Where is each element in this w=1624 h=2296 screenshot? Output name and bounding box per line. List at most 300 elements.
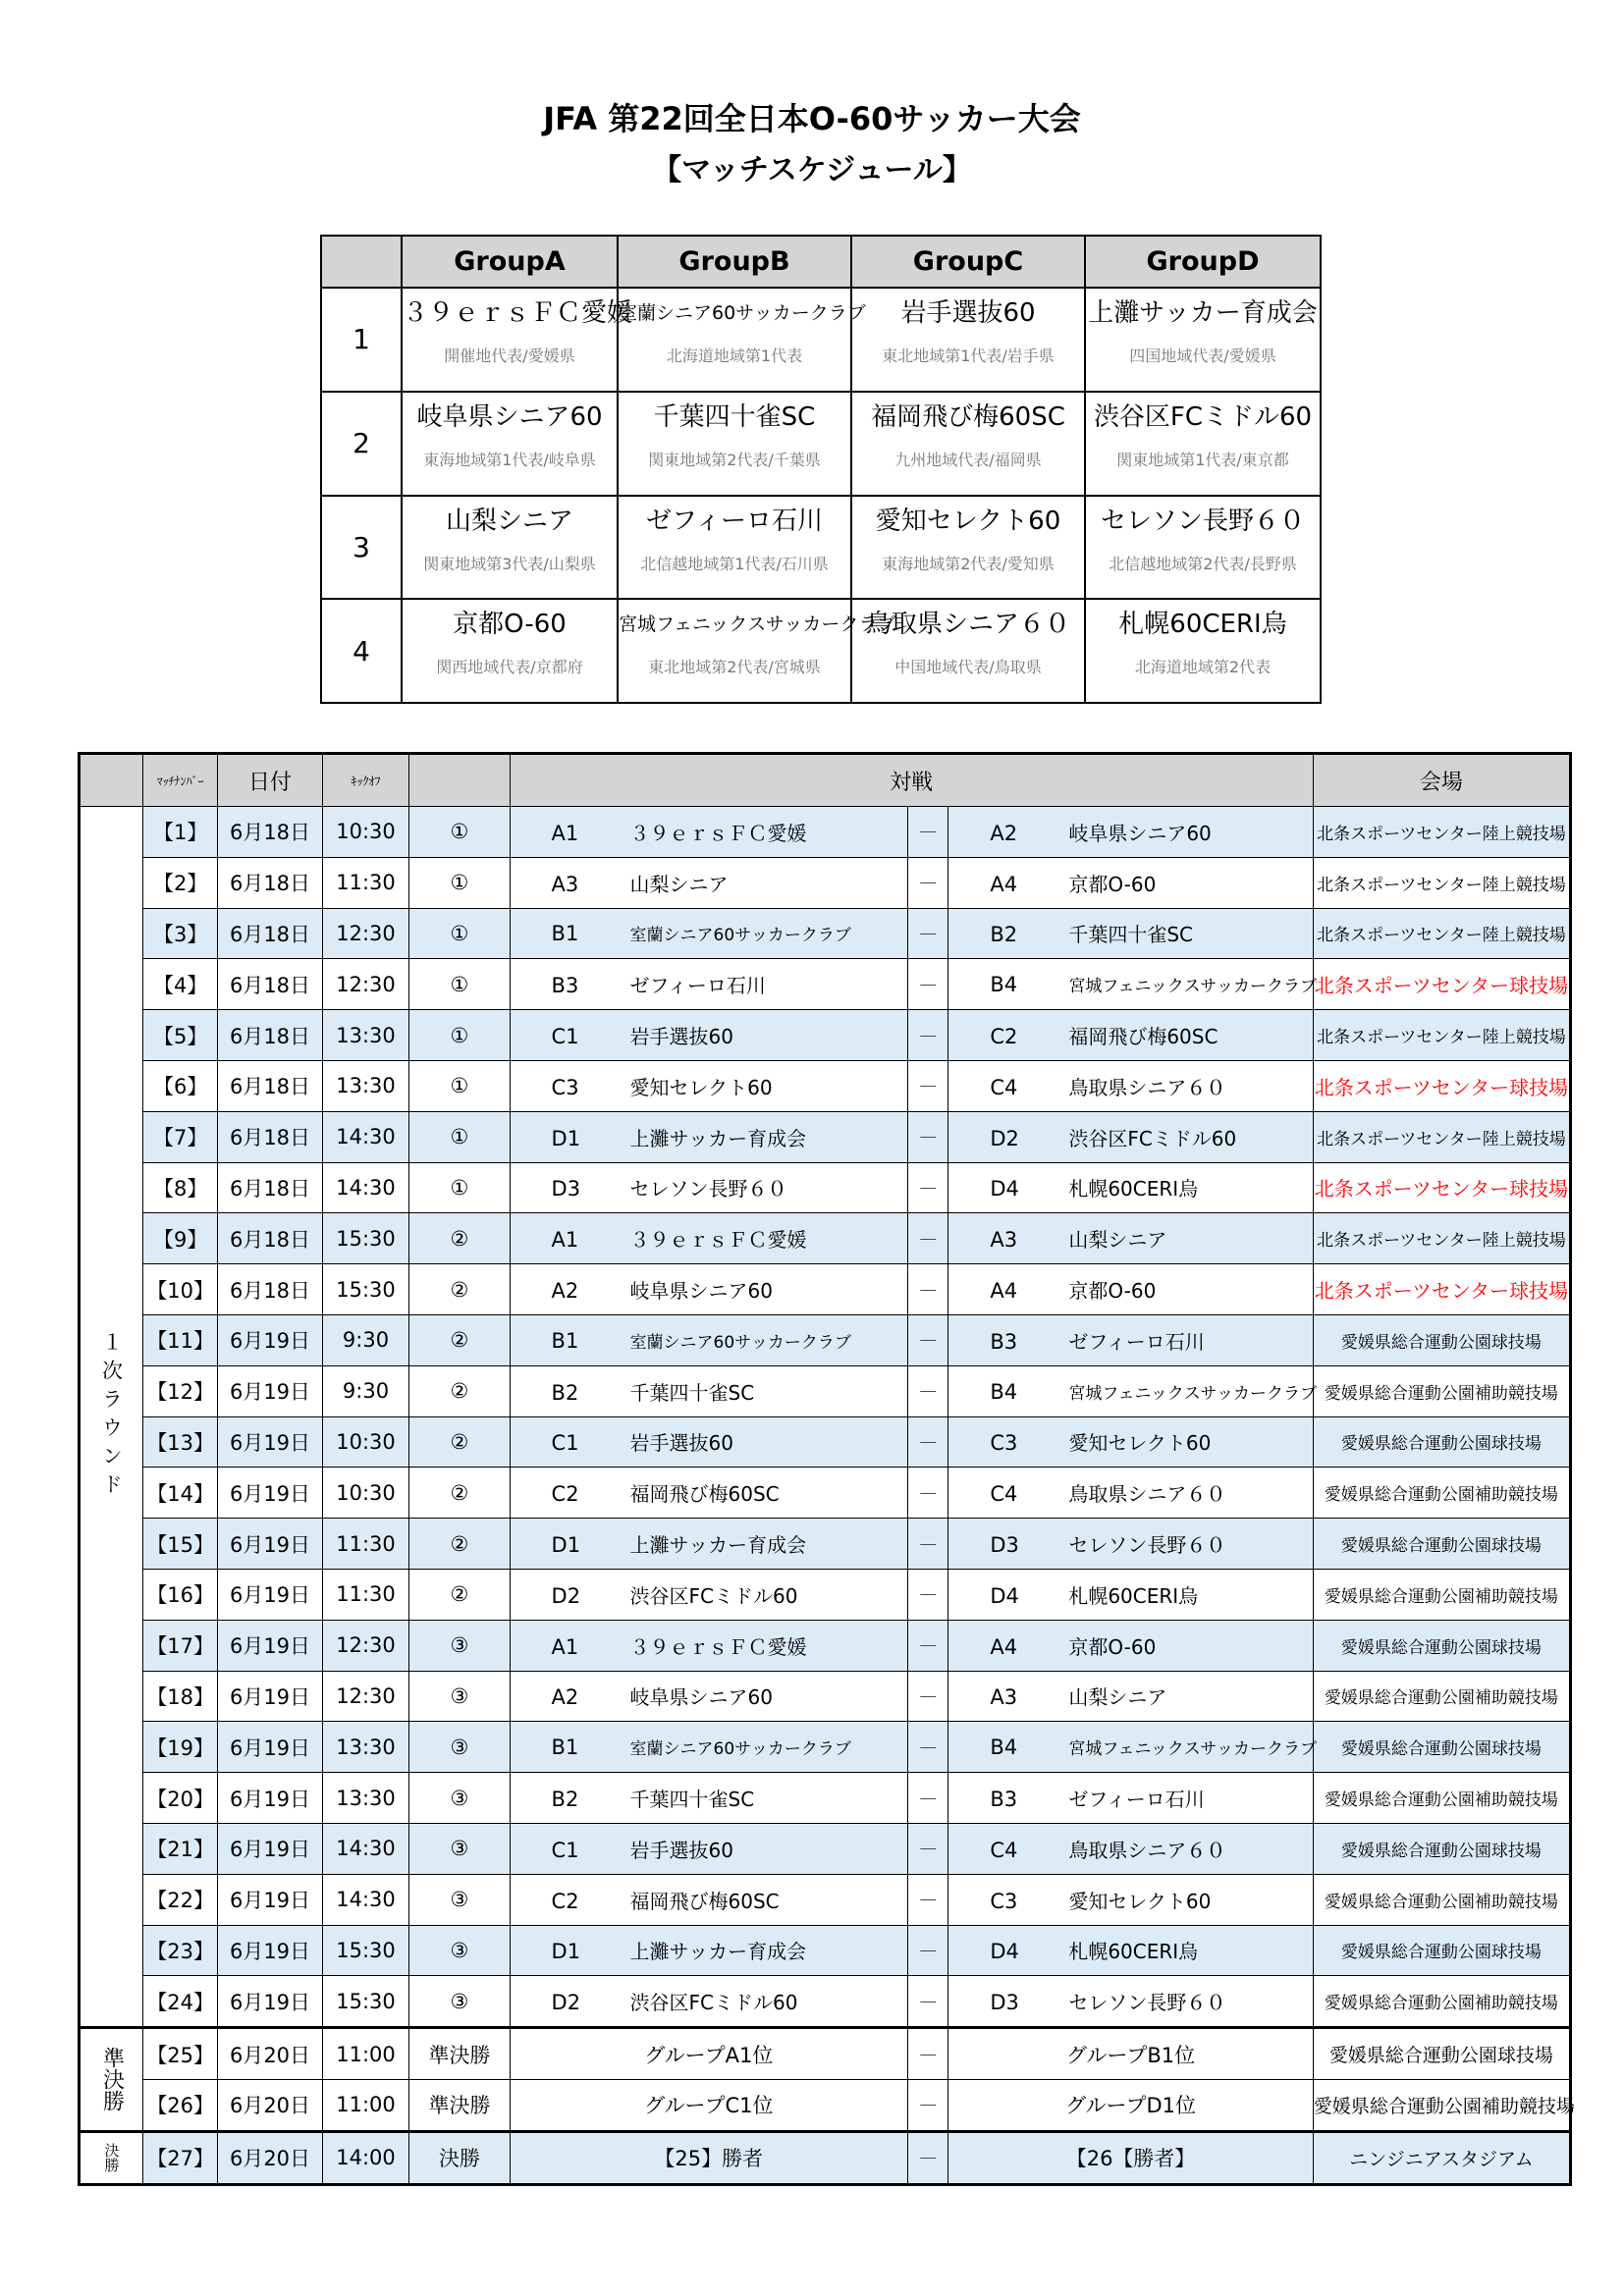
away-team-code: C4 xyxy=(990,1075,1018,1099)
away-team-code: A4 xyxy=(990,1634,1018,1659)
away-team-name: 宮城フェニックスサッカークラブ xyxy=(1068,1739,1317,1760)
home-team-cell xyxy=(510,1314,908,1365)
final-label: 決勝 xyxy=(80,2131,143,2184)
group-row xyxy=(321,496,1321,600)
versus-dash: － xyxy=(908,807,948,858)
match-venue: 北条スポーツセンター球技場 xyxy=(1313,1060,1570,1111)
away-team-code: B4 xyxy=(990,973,1018,997)
team-name: 千葉四十雀SC xyxy=(653,401,816,432)
team-name: 愛知セレクト60 xyxy=(875,506,1061,536)
team-region: 東北地域第1代表/岩手県 xyxy=(882,347,1055,365)
group-team-cell xyxy=(402,392,618,496)
home-team-name: セレソン長野６０ xyxy=(629,1177,787,1201)
team-region: 九州地域代表/福岡県 xyxy=(894,450,1042,469)
match-venue: 愛媛県総合運動公園補助競技場 xyxy=(1313,1365,1570,1416)
home-team-code: D2 xyxy=(551,1583,581,1608)
team-region: 東海地域第2代表/愛知県 xyxy=(882,554,1055,573)
match-kickoff: 11:30 xyxy=(322,1519,409,1570)
home-team-name: 千葉四十雀SC xyxy=(629,1788,755,1812)
match-date: 6月19日 xyxy=(218,1314,322,1365)
match-row xyxy=(80,959,1571,1010)
match-venue: 愛媛県総合運動公園球技場 xyxy=(1313,1925,1570,1976)
match-venue: 北条スポーツセンター球技場 xyxy=(1313,1264,1570,1315)
match-number: 【14】 xyxy=(143,1468,218,1519)
match-venue: ニンジニアスタジアム xyxy=(1313,2131,1570,2184)
home-team-name: 【25】勝者 xyxy=(510,2131,908,2184)
home-team-name: 岩手選抜60 xyxy=(629,1431,733,1456)
match-date: 6月19日 xyxy=(218,1519,322,1570)
team-name: 京都O-60 xyxy=(453,610,567,640)
versus-dash: － xyxy=(908,1416,948,1468)
away-team-name: 宮城フェニックスサッカークラブ xyxy=(1068,1383,1317,1404)
match-number: 【4】 xyxy=(143,959,218,1010)
home-team-cell xyxy=(510,1162,908,1213)
away-team-code: D2 xyxy=(990,1126,1019,1150)
away-team-cell xyxy=(948,1162,1314,1213)
match-number: 【5】 xyxy=(143,1010,218,1061)
match-slot: ② xyxy=(409,1213,510,1264)
away-team-name: 京都O-60 xyxy=(1068,1279,1157,1304)
home-team-code: B3 xyxy=(551,974,579,998)
match-slot: ① xyxy=(409,908,510,959)
team-region: 北海道地域第2代表 xyxy=(1134,658,1272,677)
away-team-cell xyxy=(948,1722,1317,1773)
match-slot: ③ xyxy=(409,1874,510,1925)
away-team-code: D4 xyxy=(990,1583,1019,1608)
away-team-cell xyxy=(948,1060,1314,1111)
match-date: 6月19日 xyxy=(218,1416,322,1468)
date-header: 日付 xyxy=(218,754,322,807)
group-team-cell xyxy=(618,392,851,496)
team-name: 鳥取県シニア６０ xyxy=(865,610,1070,640)
home-team-name: 上灘サッカー育成会 xyxy=(629,1533,807,1558)
home-team-cell xyxy=(510,1416,908,1468)
versus-dash: － xyxy=(908,1111,948,1162)
away-team-code: A3 xyxy=(990,1685,1018,1710)
group-table xyxy=(320,235,1322,704)
home-team-code: C2 xyxy=(551,1889,579,1913)
away-team-cell xyxy=(948,1314,1314,1365)
group-team-cell xyxy=(618,288,866,392)
away-team-name: グループB1位 xyxy=(948,2028,1314,2080)
home-team-name: 岩手選抜60 xyxy=(629,1025,733,1049)
versus-dash: － xyxy=(908,1620,948,1671)
away-team-name: ゼフィーロ石川 xyxy=(1068,1329,1205,1354)
versus-dash: － xyxy=(908,1722,948,1773)
versus-dash: － xyxy=(908,1773,948,1824)
match-row xyxy=(80,1060,1571,1111)
round-header xyxy=(80,754,143,807)
home-team-name: 愛知セレクト60 xyxy=(629,1075,773,1099)
semifinal-row xyxy=(80,2079,1571,2131)
match-row xyxy=(80,1671,1571,1722)
away-team-name: 札幌60CERI烏 xyxy=(1068,1177,1199,1201)
home-team-code: B1 xyxy=(551,1735,579,1760)
versus-dash: － xyxy=(908,1976,948,2028)
match-row xyxy=(80,1569,1571,1620)
home-team-cell xyxy=(510,857,908,908)
home-team-code: A3 xyxy=(551,872,579,896)
match-date: 6月19日 xyxy=(218,1874,322,1925)
match-slot: ① xyxy=(409,1060,510,1111)
away-team-code: C3 xyxy=(990,1431,1018,1456)
home-team-cell xyxy=(510,1111,908,1162)
match-number: 【22】 xyxy=(143,1874,218,1925)
home-team-name: グループA1位 xyxy=(510,2028,908,2080)
semifinal-row xyxy=(80,2028,1571,2080)
match-kickoff: 10:30 xyxy=(322,1468,409,1519)
away-team-name: 山梨シニア xyxy=(1068,1228,1167,1253)
match-row xyxy=(80,1162,1571,1213)
match-venue: 愛媛県総合運動公園補助競技場 xyxy=(1313,1671,1570,1722)
home-team-cell xyxy=(510,1569,908,1620)
home-team-cell xyxy=(510,1010,908,1061)
away-team-code: C4 xyxy=(990,1838,1018,1862)
match-number: 【11】 xyxy=(143,1314,218,1365)
away-team-name: セレソン長野６０ xyxy=(1068,1991,1226,2015)
match-kickoff: 13:30 xyxy=(322,1722,409,1773)
match-date: 6月19日 xyxy=(218,1671,322,1722)
match-venue: 北条スポーツセンター陸上競技場 xyxy=(1313,857,1570,908)
team-region: 北海道地域第1代表 xyxy=(666,347,803,365)
home-team-cell xyxy=(510,1976,908,2028)
match-slot: ③ xyxy=(409,1773,510,1824)
round-label: １次ラウンド xyxy=(80,807,143,2028)
schedule-table xyxy=(78,752,1575,2186)
away-team-cell xyxy=(948,1010,1314,1061)
match-number: 【7】 xyxy=(143,1111,218,1162)
semifinal-label: 準決勝 xyxy=(80,2028,143,2132)
match-number: 【24】 xyxy=(143,1976,218,2028)
match-row xyxy=(80,1365,1571,1416)
versus-dash: － xyxy=(908,1874,948,1925)
team-name: 岐阜県シニア60 xyxy=(416,401,603,432)
match-venue: 愛媛県総合運動公園補助競技場 xyxy=(1313,1468,1570,1519)
match-kickoff: 11:30 xyxy=(322,857,409,908)
group-team-cell xyxy=(1085,392,1321,496)
away-team-name: 宮城フェニックスサッカークラブ xyxy=(1068,977,1317,997)
team-region: 東海地域第1代表/岐阜県 xyxy=(423,450,596,469)
home-team-name: グループC1位 xyxy=(510,2079,908,2131)
away-team-name: 千葉四十雀SC xyxy=(1068,923,1193,947)
group-team-cell xyxy=(618,496,851,600)
home-team-code: D1 xyxy=(551,1940,581,1964)
versus-dash: － xyxy=(908,908,948,959)
match-venue: 北条スポーツセンター陸上競技場 xyxy=(1313,908,1570,959)
match-kickoff: 15:30 xyxy=(322,1976,409,2028)
away-team-cell xyxy=(948,1874,1314,1925)
match-header: 対戦 xyxy=(510,754,1313,807)
home-team-cell xyxy=(510,1874,908,1925)
away-team-name: 鳥取県シニア６０ xyxy=(1068,1482,1226,1507)
away-team-name: 札幌60CERI烏 xyxy=(1068,1940,1199,1964)
away-team-cell xyxy=(948,1468,1314,1519)
match-number: 【2】 xyxy=(143,857,218,908)
match-number: 【18】 xyxy=(143,1671,218,1722)
away-team-code: A4 xyxy=(990,1279,1018,1304)
away-team-cell xyxy=(948,1569,1314,1620)
away-team-name: 京都O-60 xyxy=(1068,1634,1157,1659)
away-team-cell xyxy=(948,959,1317,1010)
away-team-cell xyxy=(948,1365,1317,1416)
versus-dash: － xyxy=(908,1569,948,1620)
away-team-name: 鳥取県シニア６０ xyxy=(1068,1075,1226,1099)
home-team-code: A1 xyxy=(551,821,579,845)
team-region: 関西地域代表/京都府 xyxy=(436,658,583,677)
match-date: 6月20日 xyxy=(218,2028,322,2080)
group-team-cell xyxy=(1085,599,1321,703)
match-venue: 愛媛県総合運動公園球技場 xyxy=(1313,1620,1570,1671)
home-team-name: 渋谷区FCミドル60 xyxy=(629,1583,798,1608)
match-venue: 愛媛県総合運動公園球技場 xyxy=(1313,1519,1570,1570)
team-name: 室蘭シニア60サッカークラブ xyxy=(619,302,866,324)
match-slot: ② xyxy=(409,1264,510,1315)
away-team-name: 渋谷区FCミドル60 xyxy=(1068,1126,1237,1150)
versus-dash: － xyxy=(908,1213,948,1264)
page-title: JFA 第22回全日本O-60サッカー大会 xyxy=(543,100,1081,137)
match-number: 【15】 xyxy=(143,1519,218,1570)
away-team-name: 山梨シニア xyxy=(1068,1685,1167,1710)
match-row xyxy=(80,1823,1571,1874)
match-slot: ① xyxy=(409,1111,510,1162)
versus-dash: － xyxy=(908,1162,948,1213)
team-region: 中国地域代表/鳥取県 xyxy=(894,658,1042,677)
away-team-code: A4 xyxy=(990,872,1018,896)
match-number: 【26】 xyxy=(143,2079,218,2131)
match-date: 6月19日 xyxy=(218,1976,322,2028)
versus-dash: － xyxy=(908,1671,948,1722)
team-name: 渋谷区FCミドル60 xyxy=(1093,401,1313,432)
away-team-code: C4 xyxy=(990,1482,1018,1507)
match-number-header: ﾏｯﾁﾅﾝﾊﾞｰ xyxy=(143,754,218,807)
match-row xyxy=(80,1264,1571,1315)
home-team-name: 千葉四十雀SC xyxy=(629,1380,755,1405)
away-team-code: D3 xyxy=(990,1991,1019,2015)
match-number: 【9】 xyxy=(143,1213,218,1264)
match-row xyxy=(80,807,1571,858)
away-team-code: B2 xyxy=(990,923,1018,947)
match-kickoff: 12:30 xyxy=(322,959,409,1010)
match-slot: ① xyxy=(409,959,510,1010)
match-kickoff: 10:30 xyxy=(322,807,409,858)
group-row-number: 1 xyxy=(321,288,402,392)
away-team-cell xyxy=(948,1773,1314,1824)
versus-dash: － xyxy=(908,857,948,908)
match-date: 6月18日 xyxy=(218,1111,322,1162)
away-team-cell xyxy=(948,1519,1314,1570)
match-slot: ② xyxy=(409,1569,510,1620)
match-kickoff: 14:00 xyxy=(322,2131,409,2184)
match-date: 6月19日 xyxy=(218,1365,322,1416)
home-team-cell xyxy=(510,1773,908,1824)
home-team-cell xyxy=(510,1823,908,1874)
match-date: 6月19日 xyxy=(218,1925,322,1976)
match-row xyxy=(80,1416,1571,1468)
team-name: ３９ｅｒｓＦＣ愛媛 xyxy=(403,298,633,328)
group-team-cell xyxy=(851,599,1085,703)
match-kickoff: 11:30 xyxy=(322,1569,409,1620)
match-stage: 準決勝 xyxy=(409,2079,510,2131)
match-venue: 北条スポーツセンター球技場 xyxy=(1313,959,1570,1010)
away-team-name: 福岡飛び梅60SC xyxy=(1068,1025,1218,1049)
match-number: 【27】 xyxy=(143,2131,218,2184)
home-team-code: B1 xyxy=(551,1328,579,1353)
match-number: 【20】 xyxy=(143,1773,218,1824)
match-kickoff: 11:00 xyxy=(322,2079,409,2131)
match-slot: ① xyxy=(409,1010,510,1061)
match-number: 【21】 xyxy=(143,1823,218,1874)
match-date: 6月18日 xyxy=(218,1010,322,1061)
match-row xyxy=(80,1773,1571,1824)
away-team-name: ゼフィーロ石川 xyxy=(1068,1788,1205,1812)
match-number: 【13】 xyxy=(143,1416,218,1468)
match-slot: ② xyxy=(409,1468,510,1519)
match-slot: ② xyxy=(409,1519,510,1570)
group-row xyxy=(321,288,1321,392)
match-slot: ① xyxy=(409,857,510,908)
match-venue: 北条スポーツセンター陸上競技場 xyxy=(1313,1010,1570,1061)
group-team-cell xyxy=(402,496,618,600)
home-team-code: A2 xyxy=(551,1279,579,1304)
away-team-code: B3 xyxy=(990,1788,1018,1812)
match-slot: ③ xyxy=(409,1671,510,1722)
match-row xyxy=(80,908,1571,959)
away-team-cell xyxy=(948,857,1314,908)
away-team-cell xyxy=(948,807,1314,858)
away-team-code: A3 xyxy=(990,1228,1018,1253)
match-row xyxy=(80,1213,1571,1264)
match-kickoff: 11:00 xyxy=(322,2028,409,2080)
away-team-code: A2 xyxy=(990,821,1018,845)
slot-header xyxy=(409,754,510,807)
match-venue: 北条スポーツセンター陸上競技場 xyxy=(1313,1111,1570,1162)
home-team-cell xyxy=(510,1519,908,1570)
home-team-cell xyxy=(510,908,908,959)
schedule-header-row xyxy=(80,754,1571,807)
match-row xyxy=(80,857,1571,908)
match-venue: 愛媛県総合運動公園補助競技場 xyxy=(1313,2079,1570,2131)
team-region: 開催地代表/愛媛県 xyxy=(444,347,575,365)
home-team-cell xyxy=(510,959,908,1010)
match-number: 【19】 xyxy=(143,1722,218,1773)
match-venue: 北条スポーツセンター球技場 xyxy=(1313,1162,1570,1213)
home-team-code: A1 xyxy=(551,1634,579,1659)
match-venue: 愛媛県総合運動公園球技場 xyxy=(1313,1823,1570,1874)
match-kickoff: 14:30 xyxy=(322,1162,409,1213)
match-number: 【3】 xyxy=(143,908,218,959)
match-date: 6月19日 xyxy=(218,1722,322,1773)
match-venue: 北条スポーツセンター陸上競技場 xyxy=(1313,1213,1570,1264)
away-team-name: 愛知セレクト60 xyxy=(1068,1889,1212,1913)
away-team-code: B3 xyxy=(990,1329,1018,1354)
match-venue: 愛媛県総合運動公園球技場 xyxy=(1313,1416,1570,1468)
match-venue: 北条スポーツセンター陸上競技場 xyxy=(1313,807,1570,858)
home-team-code: D2 xyxy=(551,1991,581,2015)
group-header: GroupA xyxy=(402,236,618,288)
away-team-code: D4 xyxy=(990,1940,1019,1964)
away-team-name: 札幌60CERI烏 xyxy=(1068,1583,1199,1608)
group-header-row xyxy=(321,236,1321,288)
match-date: 6月19日 xyxy=(218,1468,322,1519)
home-team-cell xyxy=(510,1264,908,1315)
match-slot: ② xyxy=(409,1416,510,1468)
away-team-name: 愛知セレクト60 xyxy=(1068,1431,1212,1456)
match-slot: ② xyxy=(409,1314,510,1365)
home-team-code: D3 xyxy=(551,1177,581,1201)
away-team-name: グループD1位 xyxy=(948,2079,1314,2131)
group-header: GroupD xyxy=(1085,236,1321,288)
versus-dash: － xyxy=(908,2079,948,2131)
home-team-code: A2 xyxy=(551,1685,579,1710)
home-team-name: 渋谷区FCミドル60 xyxy=(629,1991,798,2015)
match-slot: ③ xyxy=(409,1976,510,2028)
match-slot: ③ xyxy=(409,1722,510,1773)
home-team-cell xyxy=(510,1620,908,1671)
match-venue: 愛媛県総合運動公園補助競技場 xyxy=(1313,1773,1570,1824)
away-team-code: D3 xyxy=(990,1533,1019,1558)
home-team-cell xyxy=(510,1468,908,1519)
match-slot: ① xyxy=(409,807,510,858)
away-team-cell xyxy=(948,1213,1314,1264)
away-team-cell xyxy=(948,1416,1314,1468)
group-team-cell xyxy=(402,599,618,703)
match-kickoff: 15:30 xyxy=(322,1264,409,1315)
home-team-name: 岐阜県シニア60 xyxy=(629,1685,773,1710)
match-row xyxy=(80,1519,1571,1570)
team-name: 岩手選抜60 xyxy=(900,298,1036,328)
home-team-code: C3 xyxy=(551,1075,579,1099)
page-subtitle: 【マッチスケジュール】 xyxy=(652,153,972,187)
match-date: 6月19日 xyxy=(218,1773,322,1824)
home-team-cell xyxy=(510,1365,908,1416)
match-date: 6月19日 xyxy=(218,1823,322,1874)
group-row xyxy=(321,599,1321,703)
match-number: 【17】 xyxy=(143,1620,218,1671)
team-region: 関東地域第1代表/東京都 xyxy=(1116,450,1289,469)
away-team-cell xyxy=(948,1264,1314,1315)
match-kickoff: 14:30 xyxy=(322,1111,409,1162)
match-date: 6月20日 xyxy=(218,2131,322,2184)
match-row xyxy=(80,1620,1571,1671)
home-team-name: 室蘭シニア60サッカークラブ xyxy=(629,1332,851,1353)
away-team-cell xyxy=(948,1976,1314,2028)
match-date: 6月18日 xyxy=(218,908,322,959)
away-team-cell xyxy=(948,1620,1314,1671)
home-team-cell xyxy=(510,1060,908,1111)
group-team-cell xyxy=(402,288,633,392)
kickoff-header: ｷｯｸｵﾌ xyxy=(322,754,409,807)
group-team-cell xyxy=(1085,496,1321,600)
group-row-number: 3 xyxy=(321,496,402,600)
match-date: 6月18日 xyxy=(218,1060,322,1111)
match-venue: 愛媛県総合運動公園球技場 xyxy=(1313,1722,1570,1773)
home-team-name: ゼフィーロ石川 xyxy=(629,974,766,998)
match-venue: 愛媛県総合運動公園球技場 xyxy=(1313,1314,1570,1365)
match-row xyxy=(80,1468,1571,1519)
versus-dash: － xyxy=(908,2028,948,2080)
team-name: 福岡飛び梅60SC xyxy=(871,401,1065,432)
home-team-name: ３９ｅｒｓＦＣ愛媛 xyxy=(629,1228,807,1253)
away-team-cell xyxy=(948,1925,1314,1976)
away-team-code: D4 xyxy=(990,1177,1019,1201)
team-region: 関東地域第3代表/山梨県 xyxy=(423,554,596,573)
home-team-code: D1 xyxy=(551,1533,581,1558)
group-team-cell xyxy=(851,392,1085,496)
versus-dash: － xyxy=(908,1925,948,1976)
versus-dash: － xyxy=(908,1823,948,1874)
group-header: GroupC xyxy=(851,236,1085,288)
home-team-name: 福岡飛び梅60SC xyxy=(629,1889,780,1913)
